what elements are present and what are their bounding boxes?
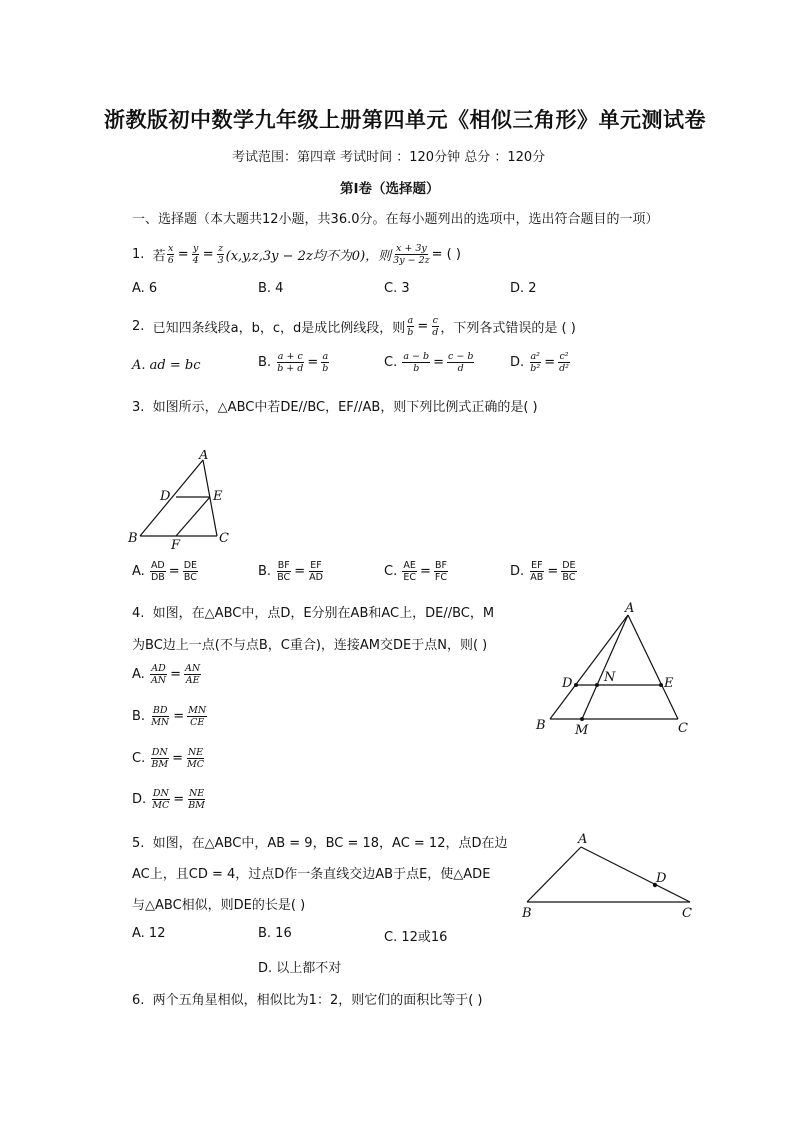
- option-c: C. $\frac{AE}{EC}$ = $\frac{BF}{FC}$: [384, 560, 448, 583]
- fraction: $\frac{EF}{AB}$: [530, 560, 544, 583]
- question-5-line-3: 与△ABC相似，则DE的长是( ): [132, 898, 306, 913]
- fraction: $\frac{a + c}{b + d}$: [277, 351, 304, 374]
- fraction: $\frac{\text{c²}}{\text{d²}}$: [559, 351, 569, 374]
- option-a: A. 6: [132, 281, 158, 296]
- figure-q5-triangle: [515, 828, 700, 923]
- segment-ab: [140, 460, 203, 536]
- fraction: $\frac{AN}{AE}$: [185, 663, 201, 686]
- fraction: $\frac{BD}{MN}$: [151, 705, 170, 728]
- question-4-line-2: 为BC边上一点(不与点B，C重合)，连接AM交DE于点N，则( ): [132, 638, 488, 653]
- fraction: $\frac{NE}{BM}$: [188, 788, 205, 811]
- option-c: C. 12或16: [384, 930, 448, 945]
- page-title: 浙教版初中数学九年级上册第四单元《相似三角形》单元测试卷: [104, 107, 706, 132]
- label-b: B: [128, 531, 138, 546]
- segment-ac: [581, 847, 690, 902]
- point-e: [659, 683, 663, 687]
- label-d: D: [656, 871, 667, 886]
- question-5-line-2: AC上，且CD = 4，过点D作一条直线交边AB于点E，使△ADE: [132, 867, 491, 882]
- option-b: B. $\frac{BD}{MN}$ = $\frac{MN}{CE}$: [132, 705, 207, 728]
- option-d: D. 2: [510, 281, 537, 296]
- label-d: D: [160, 489, 171, 504]
- figure-q3-triangle: [125, 450, 235, 555]
- question-number: 3.: [132, 400, 145, 415]
- option-b: B. $\frac{a + c}{b + d}$ = $\frac{a}{b}$: [258, 351, 329, 374]
- label-d: D: [562, 676, 573, 691]
- question-number: 1.: [132, 247, 145, 262]
- label-c: C: [219, 531, 229, 546]
- option-a: A. ad = bc: [132, 358, 201, 373]
- label-c: C: [678, 721, 688, 736]
- fraction: $\frac{x}{6}$: [167, 243, 174, 266]
- label-m: M: [575, 723, 589, 738]
- question-text: 两个五角星相似，相似比为1：2，则它们的面积比等于( ): [152, 993, 483, 1008]
- fraction: $\frac{BF}{BC}$: [277, 560, 291, 583]
- label-c: C: [682, 906, 692, 921]
- point-d: [574, 683, 578, 687]
- fraction: $\frac{z}{3}$: [217, 243, 224, 266]
- volume-heading: 第I卷（选择题）: [340, 181, 440, 197]
- question-text: 已知四条线段a，b，c，d是成比例线段，则: [152, 321, 406, 336]
- fraction: $\frac{MN}{CE}$: [188, 705, 207, 728]
- question-number: 4.: [132, 606, 145, 621]
- label-e: E: [213, 489, 223, 504]
- option-d: D. $\frac{DN}{MC}$ = $\frac{NE}{BM}$: [132, 788, 205, 811]
- option-b: B. $\frac{BF}{BC}$ = $\frac{EF}{AD}$: [258, 560, 323, 583]
- label-a: A: [578, 832, 588, 847]
- fraction: $\frac{NE}{MC}$: [186, 747, 204, 770]
- option-c: C. $\frac{DN}{BM}$ = $\frac{NE}{MC}$: [132, 747, 204, 770]
- figure-q4-triangle: [530, 598, 700, 740]
- option-b: B. 4: [258, 281, 284, 296]
- fraction: $\frac{\text{a²}}{\text{b²}}$: [530, 351, 541, 374]
- label-b: B: [522, 906, 532, 921]
- fraction: $\frac{c - b}{d}$: [448, 351, 474, 374]
- question-2: 2. 已知四条线段a，b，c，d是成比例线段，则 $\frac{a}{b}$ = $\frac{c}{d}$ ，下列各式错误的是 ( ): [132, 315, 576, 338]
- fraction: $\frac{c}{d}$: [432, 315, 439, 338]
- fraction: $\frac{y}{4}$: [192, 243, 199, 266]
- question-text: = ( ): [431, 247, 461, 262]
- question-text: 如图，在△ABC中，AB = 9，BC = 18，AC = 12，点D在边: [152, 836, 508, 851]
- fraction: $\frac{DN}{BM}$: [151, 747, 169, 770]
- option-d: D. $\frac{\text{a²}}{\text{b²}}$ = $\frac{\text{c²}}{\text{d²}}$: [510, 351, 569, 374]
- fraction: $\frac{DE}{BC}$: [562, 560, 576, 583]
- question-text: (x,y,z,3y − 2z均不为0)，则: [225, 249, 392, 264]
- fraction: $\frac{BF}{FC}$: [434, 560, 448, 583]
- question-text: 如图，在△ABC中，点D，E分别在AB和AC上，DE//BC，M: [152, 606, 495, 621]
- segment-ac: [628, 615, 678, 719]
- question-3: [132, 396, 538, 415]
- label-n: N: [604, 670, 616, 685]
- option-b: B. 16: [258, 926, 292, 941]
- question-number: 2.: [132, 319, 145, 334]
- label-a: A: [199, 450, 209, 463]
- segment-ef: [176, 497, 210, 536]
- segment-ab: [527, 847, 581, 902]
- question-4-line-1: [132, 602, 494, 621]
- question-6: [132, 989, 483, 1008]
- fraction: $\frac{DE}{BC}$: [183, 560, 198, 583]
- question-text: 若: [152, 249, 166, 264]
- option-d: D. 以上都不对: [258, 961, 342, 976]
- question-5-line-1: [132, 832, 508, 851]
- fraction: $\frac{a - b}{b}$: [403, 351, 430, 374]
- fraction: $\frac{AE}{EC}$: [403, 560, 416, 583]
- exam-meta: 考试范围：第四章 考试时间 ：120分钟 总分 ：120分: [232, 150, 546, 165]
- fraction: $\frac{a}{b}$: [407, 315, 414, 338]
- question-text: 如图所示，△ABC中若DE//BC，EF//AB，则下列比例式正确的是( ): [152, 400, 538, 415]
- section-heading: 一、选择题（本大题共12小题，共36.0分。在每小题列出的选项中，选出符合题目的一项）: [132, 212, 659, 227]
- label-a: A: [625, 601, 635, 616]
- fraction: $\frac{AD}{AN}$: [150, 663, 167, 686]
- option-a: A. 12: [132, 926, 166, 941]
- option-d: D. $\frac{EF}{AB}$ = $\frac{DE}{BC}$: [510, 560, 576, 583]
- fraction: $\frac{x + 3y}{3y - 2z}$: [393, 243, 430, 266]
- point-m: [580, 717, 584, 721]
- fraction: $\frac{DN}{MC}$: [152, 788, 170, 811]
- question-1: 1. 若 $\frac{x}{6}$ = $\frac{y}{4}$ = $\frac{z}{3}$ (x,y,z,3y − 2z均不为0)，则 $\frac{x + 3y}{3y - 2z}$ = ( ): [132, 243, 461, 266]
- option-a: A. $\frac{AD}{AN}$ = $\frac{AN}{AE}$: [132, 663, 201, 686]
- fraction: $\frac{AD}{DB}$: [150, 560, 165, 583]
- question-number: 5.: [132, 836, 145, 851]
- fraction: $\frac{a}{b}$: [322, 351, 329, 374]
- label-b: B: [536, 718, 546, 733]
- label-f: F: [171, 538, 181, 553]
- option-a: A. $\frac{AD}{DB}$ = $\frac{DE}{BC}$: [132, 560, 198, 583]
- fraction: $\frac{EF}{AD}$: [309, 560, 323, 583]
- point-n: [595, 683, 599, 687]
- option-c: C. $\frac{a - b}{b}$ = $\frac{c - b}{d}$: [384, 351, 474, 374]
- question-number: 6.: [132, 993, 145, 1008]
- label-e: E: [664, 676, 674, 691]
- question-text: ，下列各式错误的是 ( ): [440, 321, 576, 336]
- option-c: C. 3: [384, 281, 410, 296]
